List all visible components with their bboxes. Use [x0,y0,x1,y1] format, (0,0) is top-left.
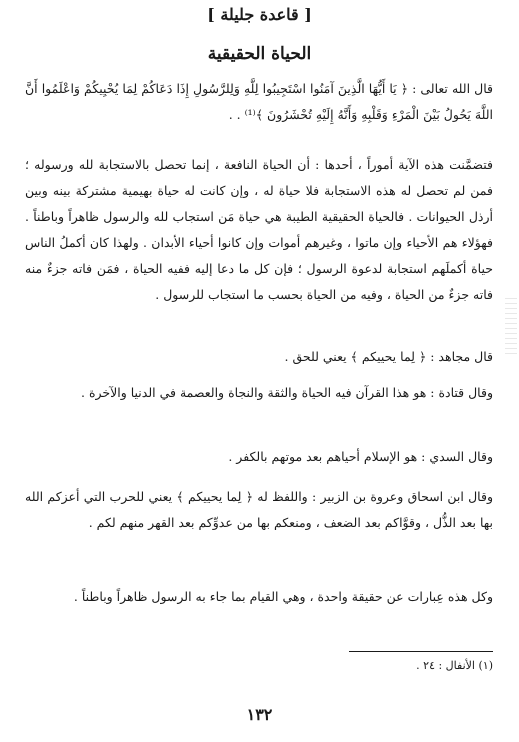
quran-verse-paragraph: قال الله تعالى : ﴿ يَا أَيُّهَا الَّذِينَ آمَنُوا اسْتَجِيبُوا لِلَّهِ وَلِلرَّسُولِ إِذَا دَعَاكُمْ لِمَا يُحْيِيكُمْ وَاعْلَمُوا أَنَّ اللَّهَ يَحُولُ بَيْنَ الْمَرْءِ وَقَلْبِهِ وَأَنَّهُ إِلَيْهِ تُحْشَرُونَ ﴾⁽¹⁾ . . [25,81,493,122]
mujahid-paragraph: قال مجاهد : ﴿ لِما يحييكم ﴾ يعني للحق . [284,349,493,364]
explanation-paragraph: فتضمَّنت هذه الآية أموراً ، أحدها : أن الحياة النافعة ، إنما تحصل بالاستجابة لله ورسوله ؛ فمن لم تحصل له هذه الاستجابة فلا حياة له ، وإن كانت له حياة بهيمية مشتركة بينه وبين أرذل الحيوانات . فالحياة الحقيقية الطيبة هي حياة مَن استجاب لله والرسول ظاهراً وباطناً . فهؤلاء هم الأحياء وإن ماتوا ، وغيرهم أموات وإن كانوا أحياء الأبدان . ولهذا كان أكملُ الناس حياة أكملَهم استجابة لدعوة الرسول ؛ فإن كل ما دعا إليه ففيه الحياة ، فمَن فاته جزءٌ منه فاته جزءٌ من الحياة ، وفيه من الحياة بحسب ما استجاب للرسول . [25,157,493,302]
suddi-paragraph: وقال السدي : هو الإسلام أحياهم بعد موتهم بالكفر . [228,449,493,464]
footnote: (١) الأنفال : ٢٤ . [416,659,493,672]
section-header: [ قاعدة جليلة ] [207,5,312,24]
page-title: الحياة الحقيقية [207,44,312,64]
conclusion-paragraph: وكل هذه عِبارات عن حقيقة واحدة ، وهي القيام بما جاء به الرسول ظاهراً وباطناً . [73,589,493,604]
ibn-ishaq-paragraph: وقال ابن اسحاق وعروة بن الزبير : واللفظ له ﴿ لِما يحييكم ﴾ يعني للحرب التي أعزكم الله بها بعد الذُّل ، وقوَّاكم بعد الضعف ، ومنعكم بها من عدوِّكم بعد القهر منهم لكم . [25,489,493,530]
footnote-divider [349,651,493,652]
scan-speck [505,294,517,354]
qatada-paragraph: وقال قتادة : هو هذا القرآن فيه الحياة والثقة والنجاة والعصمة في الدنيا والآخرة . [81,385,493,400]
page-number: ١٣٢ [246,705,273,724]
